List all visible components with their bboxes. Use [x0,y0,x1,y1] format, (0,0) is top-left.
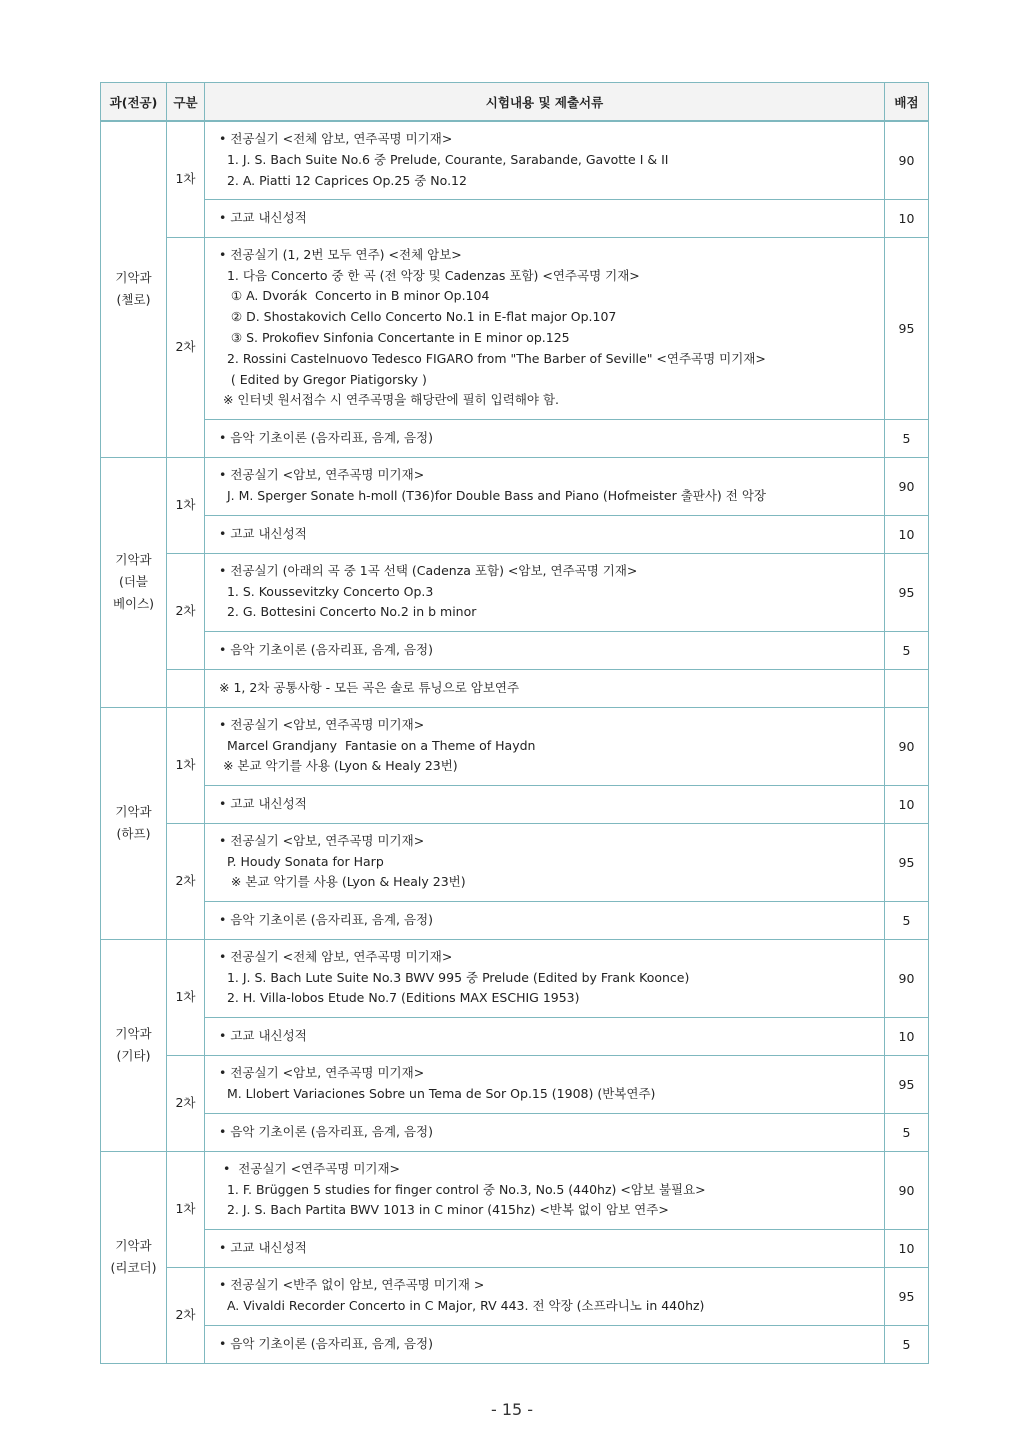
score-cell: 5 [885,1325,929,1363]
score-cell: 10 [885,199,929,237]
table-row [101,1325,929,1363]
content-cell: ※ 1, 2차 공통사항 - 모든 곡은 솔로 튜닝으로 암보연주 [205,669,885,707]
score-cell: 5 [885,901,929,939]
table-row [101,457,929,515]
score-cell: 95 [885,1055,929,1113]
table-row [101,939,929,1017]
content-cell: • 전공실기 <전체 암보, 연주곡명 미기재> 1. J. S. Bach Suite No.6 중 Prelude, Courante, Sarabande, Gavotte I & II 2. A. Piatti 12 Caprices Op.25 중 No.12 [205,121,885,199]
content-cell: • 음악 기초이론 (음자리표, 음계, 음정) [205,1113,885,1151]
table-row [101,901,929,939]
table-row [101,1151,929,1229]
content-cell: • 전공실기 <암보, 연주곡명 미기재> Marcel Grandjany Fantasie on a Theme of Haydn ※ 본교 악기를 사용 (Lyon & Healy 23번) [205,707,885,785]
score-cell: 95 [885,823,929,901]
content-cell: • 고교 내신성적 [205,785,885,823]
stage-cell: 1차 [167,121,205,237]
score-cell: 10 [885,515,929,553]
score-cell: 95 [885,553,929,631]
table-header-row [101,83,929,122]
table-row [101,553,929,631]
score-cell: 95 [885,237,929,419]
score-cell: 90 [885,1151,929,1229]
score-cell: 95 [885,1267,929,1325]
score-cell: 10 [885,785,929,823]
stage-cell: 2차 [167,823,205,939]
dept-cell: 기악과 (더블 베이스) [101,457,167,707]
content-cell: • 음악 기초이론 (음자리표, 음계, 음정) [205,631,885,669]
table-row [101,199,929,237]
score-cell: 5 [885,631,929,669]
score-cell: 90 [885,121,929,199]
table-row [101,1017,929,1055]
content-cell: • 전공실기 <연주곡명 미기재> 1. F. Brüggen 5 studies for finger control 중 No.3, No.5 (440hz) <암보 불필요> 2. J. S. Bach Partita BWV 1013 in C minor (415hz) <반복 없이 암보 연주> [205,1151,885,1229]
table-row [101,515,929,553]
header-content: 시험내용 및 제출서류 [205,83,885,122]
content-cell: • 전공실기 <전체 암보, 연주곡명 미기재> 1. J. S. Bach Lute Suite No.3 BWV 995 중 Prelude (Edited by Frank Koonce) 2. H. Villa-lobos Etude No.7 (Editions MAX ESCHIG 1953) [205,939,885,1017]
table-row [101,707,929,785]
table-row [101,823,929,901]
score-cell: 90 [885,939,929,1017]
table-row [101,1113,929,1151]
stage-cell-empty [167,669,205,707]
exam-requirements-table [100,82,929,1364]
content-cell: • 전공실기 <반주 없이 암보, 연주곡명 미기재 > A. Vivaldi Recorder Concerto in C Major, RV 443. 전 악장 (소프라니노 in 440hz) [205,1267,885,1325]
score-cell [885,669,929,707]
stage-cell: 1차 [167,707,205,823]
content-cell: • 전공실기 <암보, 연주곡명 미기재> J. M. Sperger Sonate h-moll (T36)for Double Bass and Piano (Hofmeister 출판사) 전 악장 [205,457,885,515]
table-row [101,1055,929,1113]
content-cell: • 고교 내신성적 [205,1017,885,1055]
content-cell: • 고교 내신성적 [205,1229,885,1267]
dept-cell: 기악과 (첼로) [101,121,167,457]
content-cell: • 고교 내신성적 [205,515,885,553]
header-score: 배점 [885,83,929,122]
score-cell: 5 [885,1113,929,1151]
stage-cell: 2차 [167,237,205,457]
stage-cell: 1차 [167,457,205,553]
content-cell: • 전공실기 <암보, 연주곡명 미기재> M. Llobert Variaciones Sobre un Tema de Sor Op.15 (1908) (반복연주) [205,1055,885,1113]
content-cell: • 전공실기 (1, 2번 모두 연주) <전체 암보> 1. 다음 Concerto 중 한 곡 (전 악장 및 Cadenzas 포함) <연주곡명 기재> ① A. Dvorák Concerto in B minor Op.104 ② D. Shostakovich Cello Concerto No.1 in E-flat major Op.107 ③ S. Prokofiev Sinfonia Concertante in E minor op.125 2. Rossini Castelnuovo Tedesco FIGARO from "The Barber of Seville" <연주곡명 미기재> ( Edited by Gregor Piatigorsky ) ※ 인터넷 원서접수 시 연주곡명을 해당란에 필히 입력해야 함. [205,237,885,419]
content-cell: • 음악 기초이론 (음자리표, 음계, 음정) [205,1325,885,1363]
table-row [101,1229,929,1267]
table-row [101,785,929,823]
table-row [101,237,929,419]
content-cell: • 음악 기초이론 (음자리표, 음계, 음정) [205,901,885,939]
dept-cell: 기악과 (기타) [101,939,167,1151]
dept-cell: 기악과 (리코더) [101,1151,167,1363]
score-cell: 5 [885,419,929,457]
content-cell: • 음악 기초이론 (음자리표, 음계, 음정) [205,419,885,457]
stage-cell: 2차 [167,1055,205,1151]
stage-cell: 1차 [167,939,205,1055]
content-cell: • 고교 내신성적 [205,199,885,237]
table-row [101,631,929,669]
score-cell: 10 [885,1229,929,1267]
table-row [101,669,929,707]
table-row [101,1267,929,1325]
page-number: - 15 - [490,1400,534,1419]
table-row [101,419,929,457]
header-dept: 과(전공) [101,83,167,122]
dept-cell: 기악과 (하프) [101,707,167,939]
stage-cell: 2차 [167,1267,205,1363]
content-cell: • 전공실기 (아래의 곡 중 1곡 선택 (Cadenza 포함) <암보, 연주곡명 기재> 1. S. Koussevitzky Concerto Op.3 2. G. Bottesini Concerto No.2 in b minor [205,553,885,631]
content-cell: • 전공실기 <암보, 연주곡명 미기재> P. Houdy Sonata for Harp ※ 본교 악기를 사용 (Lyon & Healy 23번) [205,823,885,901]
score-cell: 90 [885,707,929,785]
header-stage: 구분 [167,83,205,122]
score-cell: 90 [885,457,929,515]
stage-cell: 1차 [167,1151,205,1267]
stage-cell: 2차 [167,553,205,669]
table-row [101,121,929,199]
score-cell: 10 [885,1017,929,1055]
